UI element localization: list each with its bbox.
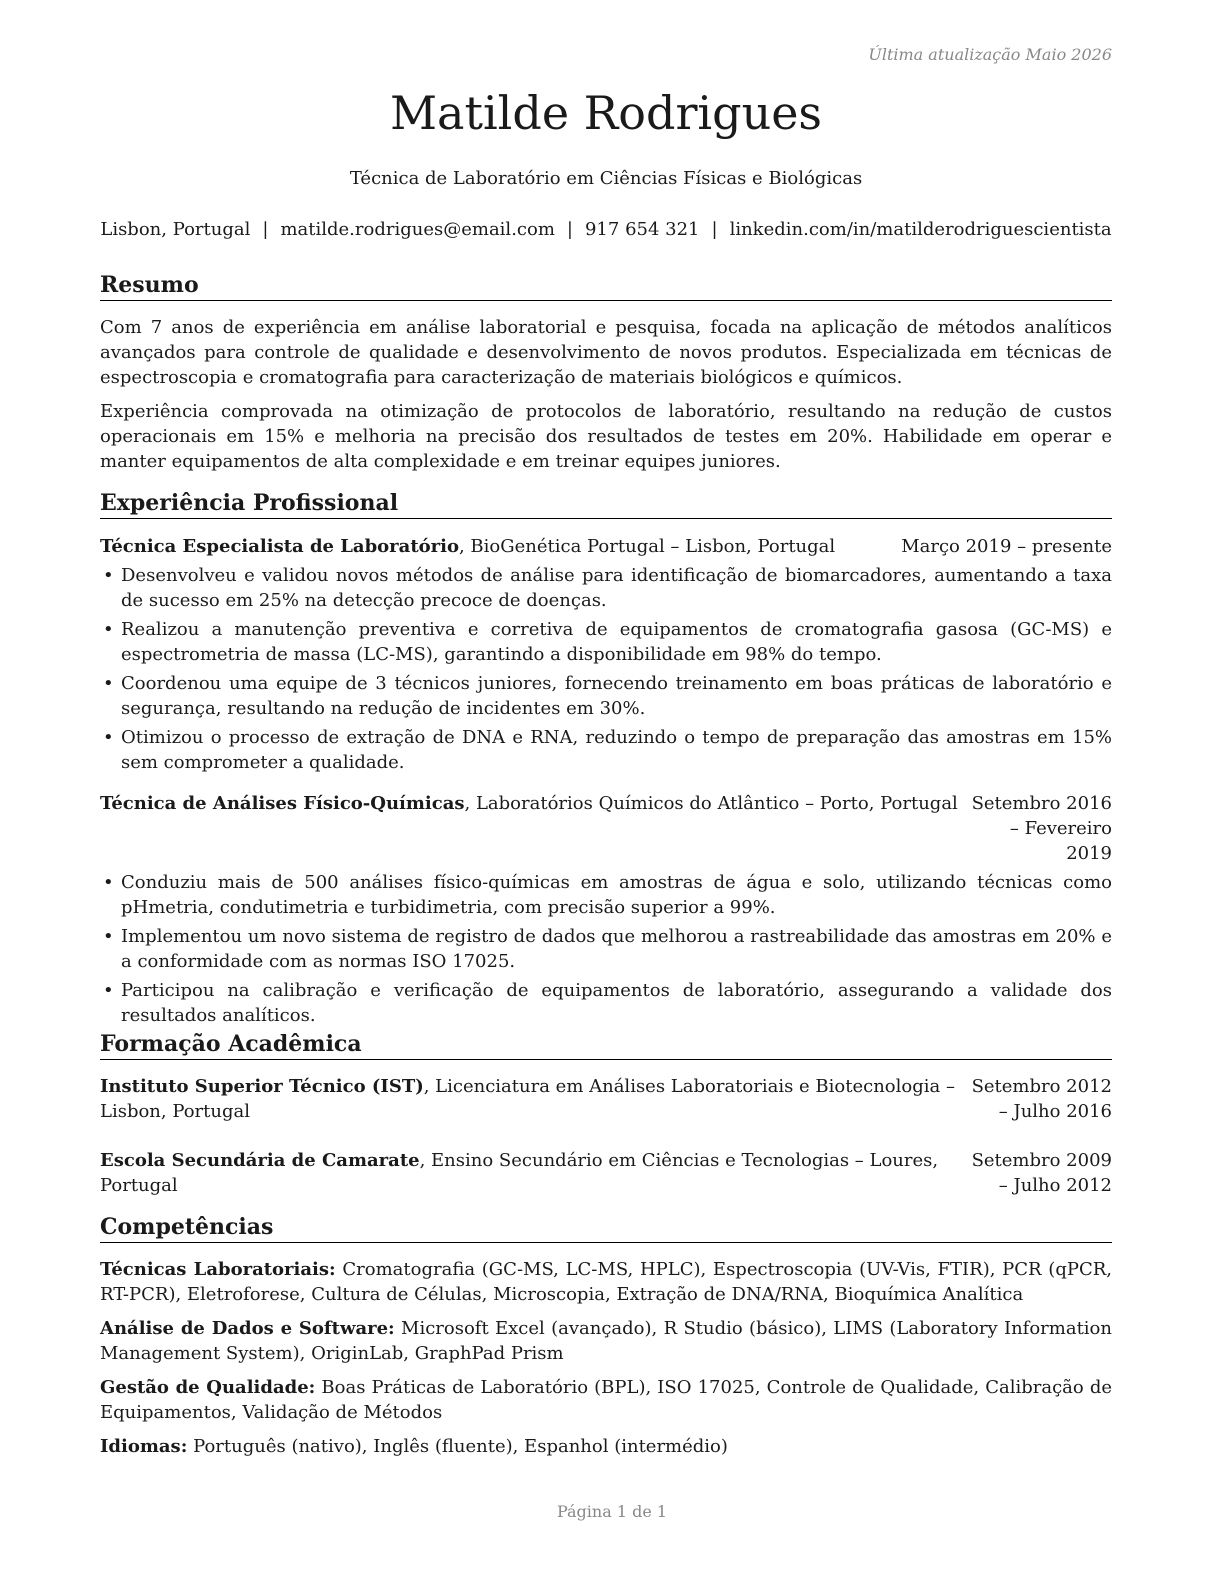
- job-entry: [100, 534, 1112, 775]
- job-org: , Laboratórios Químicos do Atlântico – Porto, Portugal: [464, 793, 958, 814]
- skill-item: [100, 1434, 1112, 1459]
- separator: |: [262, 219, 269, 240]
- skill-label: Gestão de Qualidade:: [100, 1377, 316, 1398]
- degree-detail: , Licenciatura em Análises Laboratoriais e Biotecnologia – Lisbon, Portugal: [100, 1076, 955, 1122]
- skills-section: [100, 1214, 1112, 1468]
- skill-text: Microsoft Excel (avançado), R Studio (básico), LIMS (Laboratory Information Management System), OriginLab, GraphPad Prism: [100, 1318, 1112, 1364]
- skill-text: Português (nativo), Inglês (fluente), Espanhol (intermédio): [187, 1436, 728, 1457]
- summary-paragraph: Com 7 anos de experiência em análise laboratorial e pesquisa, focada na aplicação de métodos analíticos avançados para controle de qualidade e desenvolvimento de novos produtos. Especializada em técnicas de espectroscopia e cromatografia para caracterização de materiais biológicos e químicos.: [100, 317, 1112, 388]
- contact-phone: 917 654 321: [584, 219, 700, 240]
- skill-text: Boas Práticas de Laboratório (BPL), ISO 17025, Controle de Qualidade, Calibração de Equipamentos, Validação de Métodos: [100, 1377, 1112, 1423]
- contact-email[interactable]: matilde.rodrigues@email.com: [280, 219, 555, 240]
- section-title: Formação Acadêmica: [100, 1031, 1112, 1060]
- list-item: • Realizou a manutenção preventiva e corretiva de equipamentos de cromatografia gasosa (GC-MS) e espectrometria de massa (LC-MS), garantindo a disponibilidade em 98% do tempo.: [100, 617, 1112, 667]
- job-role: Técnica de Análises Físico-Químicas: [100, 793, 465, 814]
- skill-text: Cromatografia (GC-MS, LC-MS, HPLC), Espectroscopia (UV-Vis, FTIR), PCR (qPCR, RT-PCR), Eletroforese, Cultura de Células, Microscopia, Extração de DNA/RNA, Bioquímica Analítica: [100, 1259, 1112, 1305]
- job-dates: Setembro 2016 – Fevereiro 2019: [971, 793, 1112, 864]
- job-header: [100, 534, 1112, 559]
- section-title: Competências: [100, 1214, 1112, 1243]
- list-item: • Conduziu mais de 500 análises físico-químicas em amostras de água e solo, utilizando técnicas como pHmetria, condutimetria e turbidimetria, com precisão superior a 99%.: [100, 870, 1112, 920]
- list-item: • Participou na calibração e verificação de equipamentos de laboratório, assegurando a validade dos resultados analíticos.: [100, 978, 1112, 1028]
- contact-location: Lisbon, Portugal: [100, 219, 251, 240]
- school-name: Escola Secundária de Camarate: [100, 1150, 420, 1171]
- job-role: Técnica Especialista de Laboratório: [100, 536, 459, 557]
- skill-item: [100, 1316, 1112, 1366]
- list-item: • Desenvolveu e validou novos métodos de análise para identificação de biomarcadores, aumentando a taxa de sucesso em 25% na detecção precoce de doenças.: [100, 563, 1112, 613]
- separator: |: [711, 219, 718, 240]
- page-number: Página 1 de 1: [556, 1502, 668, 1521]
- job-title: Técnica de Laboratório em Ciências Físicas e Biológicas: [349, 168, 863, 189]
- education-section: [100, 1031, 1112, 1198]
- section-title: Resumo: [100, 272, 1112, 301]
- skill-item: [100, 1375, 1112, 1425]
- separator: |: [566, 219, 573, 240]
- experience-section: [100, 490, 1112, 1032]
- skill-label: Técnicas Laboratoriais:: [100, 1259, 336, 1280]
- job-dates: Março 2019 – presente: [901, 536, 1112, 557]
- degree-detail: , Ensino Secundário em Ciências e Tecnologias – Loures, Portugal: [100, 1150, 939, 1196]
- contact-line: [100, 219, 1112, 240]
- job-bullets: [100, 563, 1112, 775]
- last-updated: Última atualização Maio 2026: [868, 45, 1112, 64]
- education-entry: [100, 1074, 1112, 1124]
- contact-linkedin[interactable]: linkedin.com/in/matilderodriguescientista: [729, 219, 1112, 240]
- skill-label: Idiomas:: [100, 1436, 188, 1457]
- education-entry: [100, 1148, 1112, 1198]
- job-entry: [100, 791, 1112, 1028]
- job-org: , BioGenética Portugal – Lisbon, Portugal: [458, 536, 836, 557]
- candidate-name: Matilde Rodrigues: [389, 86, 823, 140]
- skill-item: [100, 1257, 1112, 1307]
- education-dates: Setembro 2009 – Julho 2012: [971, 1150, 1112, 1196]
- summary-section: [100, 272, 1112, 474]
- list-item: • Implementou um novo sistema de registro de dados que melhorou a rastreabilidade das amostras em 20% e a conformidade com as normas ISO 17025.: [100, 924, 1112, 974]
- list-item: • Otimizou o processo de extração de DNA e RNA, reduzindo o tempo de preparação das amostras em 15% sem comprometer a qualidade.: [100, 725, 1112, 775]
- summary-paragraph: Experiência comprovada na otimização de protocolos de laboratório, resultando na redução de custos operacionais em 15% e melhoria na precisão dos resultados de testes em 20%. Habilidade em operar e manter equipamentos de alta complexidade e em treinar equipes juniores.: [100, 401, 1112, 472]
- education-dates: Setembro 2012 – Julho 2016: [971, 1076, 1112, 1122]
- school-name: Instituto Superior Técnico (IST): [100, 1076, 424, 1097]
- skill-label: Análise de Dados e Software:: [100, 1318, 395, 1339]
- job-header: [100, 791, 1112, 866]
- section-title: Experiência Profissional: [100, 490, 1112, 519]
- job-bullets: [100, 870, 1112, 1028]
- list-item: • Coordenou uma equipe de 3 técnicos juniores, fornecendo treinamento em boas práticas de laboratório e segurança, resultando na redução de incidentes em 30%.: [100, 671, 1112, 721]
